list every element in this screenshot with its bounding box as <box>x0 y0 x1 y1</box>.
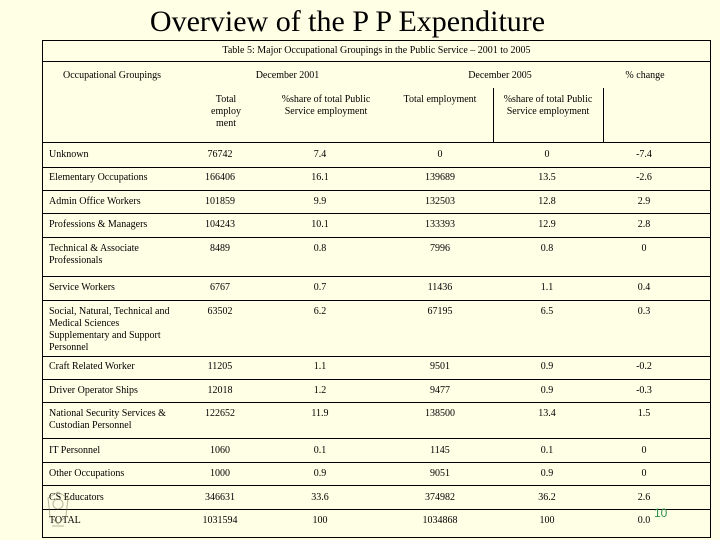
cell-total-2001: 122652 <box>205 408 235 419</box>
row-label: IT Personnel <box>49 445 101 456</box>
cell-share-2005: 0.8 <box>540 243 554 254</box>
header-column-divider <box>603 88 604 142</box>
row-divider <box>42 276 711 277</box>
cell-share-2005: 12.8 <box>538 196 556 207</box>
row-label: Social, Natural, Technical and Medical Sciences Supplementary and Support Personnel <box>49 306 170 353</box>
cell-change: 0 <box>641 243 647 254</box>
page-number: 10 <box>654 506 668 520</box>
row-divider <box>42 356 711 357</box>
cell-total-2005: 9501 <box>430 361 450 372</box>
cell-change: 2.8 <box>637 219 651 230</box>
cell-total-2001: 12018 <box>207 385 233 396</box>
cell-share-2005: 0.9 <box>540 385 554 396</box>
cell-share-2001: 33.6 <box>311 492 329 503</box>
cell-share-2005: 0 <box>544 149 550 160</box>
cell-total-2001: 1031594 <box>202 515 238 526</box>
row-label: Professions & Managers <box>49 219 148 230</box>
row-label-total: TOTAL <box>49 515 81 526</box>
cell-total-2001: 1060 <box>210 445 230 456</box>
cell-total-2001: 1000 <box>210 468 230 479</box>
row-divider <box>42 167 711 168</box>
cell-share-2005: 0.1 <box>540 445 554 456</box>
cell-total-2001: 166406 <box>205 172 235 183</box>
cell-change: 0.3 <box>637 306 651 317</box>
cell-change: 0 <box>641 468 647 479</box>
cell-share-2005: 0.9 <box>540 361 554 372</box>
subheader-share-2005: %share of total Public Service employment <box>503 94 593 117</box>
row-label: National Security Services & Custodian Personnel <box>49 408 166 431</box>
table-caption: Table 5: Major Occupational Groupings in the Public Service – 2001 to 2005 <box>42 40 711 62</box>
cell-total-2001: 63502 <box>207 306 233 317</box>
cell-total-2005: 9477 <box>430 385 450 396</box>
header-occupational-groupings: Occupational Groupings <box>62 70 162 81</box>
cell-total-2005: 1145 <box>430 445 450 456</box>
row-label: Technical & Associate Professionals <box>49 243 139 266</box>
row-label: Craft Related Worker <box>49 361 135 372</box>
cell-total-2005: 1034868 <box>422 515 458 526</box>
cell-total-2005: 139689 <box>425 172 455 183</box>
row-divider <box>42 485 711 486</box>
cell-total-2005: 374982 <box>425 492 455 503</box>
header-december-2001: December 2001 <box>255 70 320 81</box>
cell-total-2001: 11205 <box>207 361 233 372</box>
subheader-total-2001: Total employ ment <box>211 94 241 129</box>
header-divider <box>42 142 711 143</box>
row-label: Other Occupations <box>49 468 125 479</box>
cell-total-2005: 0 <box>437 149 443 160</box>
cell-change: -7.4 <box>636 149 652 160</box>
cell-share-2005: 13.5 <box>538 172 556 183</box>
row-divider <box>42 237 711 238</box>
cell-share-2001: 0.8 <box>313 243 327 254</box>
cell-share-2005: 12.9 <box>538 219 556 230</box>
slide-title: Overview of the P P Expenditure <box>149 5 546 38</box>
cell-share-2001: 11.9 <box>311 408 329 419</box>
cell-share-2001: 6.2 <box>313 306 327 317</box>
cell-share-2001: 0.1 <box>313 445 327 456</box>
cell-total-2001: 6767 <box>210 282 230 293</box>
cell-change: -2.6 <box>636 172 652 183</box>
cell-share-2001: 7.4 <box>313 149 327 160</box>
row-divider <box>42 438 711 439</box>
cell-share-2005: 36.2 <box>538 492 556 503</box>
cell-total-2005: 132503 <box>425 196 455 207</box>
cell-total-2001: 101859 <box>205 196 235 207</box>
row-label: Elementary Occupations <box>49 172 148 183</box>
subheader-total-2005: Total employment <box>403 94 477 105</box>
cell-total-2001: 346631 <box>205 492 235 503</box>
header-december-2005: December 2005 <box>468 70 532 81</box>
row-label: CS Educators <box>49 492 104 503</box>
cell-change: -0.3 <box>636 385 652 396</box>
cell-share-2001: 1.1 <box>313 361 327 372</box>
row-label: Service Workers <box>49 282 115 293</box>
cell-change: 2.6 <box>637 492 651 503</box>
cell-share-2005: 1.1 <box>540 282 554 293</box>
cell-total-2005: 7996 <box>430 243 450 254</box>
row-divider <box>42 402 711 403</box>
cell-share-2005: 13.4 <box>538 408 556 419</box>
row-label: Admin Office Workers <box>49 196 141 207</box>
cell-share-2001: 9.9 <box>313 196 327 207</box>
header-column-divider <box>493 88 494 142</box>
cell-share-2005: 6.5 <box>540 306 554 317</box>
cell-share-2005: 0.9 <box>540 468 554 479</box>
cell-share-2005: 100 <box>539 515 555 526</box>
row-label: Driver Operator Ships <box>49 385 138 396</box>
cell-total-2005: 133393 <box>425 219 455 230</box>
cell-change: 2.9 <box>637 196 651 207</box>
row-divider <box>42 300 711 301</box>
row-divider <box>42 213 711 214</box>
cell-total-2005: 67195 <box>427 306 453 317</box>
cell-change: 1.5 <box>637 408 651 419</box>
cell-share-2001: 100 <box>312 515 328 526</box>
cell-total-2001: 104243 <box>205 219 235 230</box>
cell-share-2001: 10.1 <box>311 219 329 230</box>
cell-change: 0 <box>641 445 647 456</box>
coat-of-arms-icon <box>42 488 74 530</box>
cell-total-2001: 8489 <box>210 243 230 254</box>
cell-share-2001: 1.2 <box>313 385 327 396</box>
cell-total-2005: 11436 <box>427 282 453 293</box>
cell-change: 0.4 <box>637 282 651 293</box>
cell-change: 0.0 <box>637 515 651 526</box>
cell-share-2001: 0.7 <box>313 282 327 293</box>
header-percent-change: % change <box>625 70 665 81</box>
row-divider <box>42 379 711 380</box>
cell-total-2005: 9051 <box>430 468 450 479</box>
cell-change: -0.2 <box>636 361 652 372</box>
cell-share-2001: 0.9 <box>313 468 327 479</box>
subheader-share-2001: %share of total Public Service employment <box>281 94 371 117</box>
cell-total-2005: 138500 <box>425 408 455 419</box>
row-label: Unknown <box>49 149 89 160</box>
row-divider <box>42 509 711 510</box>
row-divider <box>42 462 711 463</box>
row-divider <box>42 190 711 191</box>
cell-total-2001: 76742 <box>207 149 233 160</box>
cell-share-2001: 16.1 <box>311 172 329 183</box>
